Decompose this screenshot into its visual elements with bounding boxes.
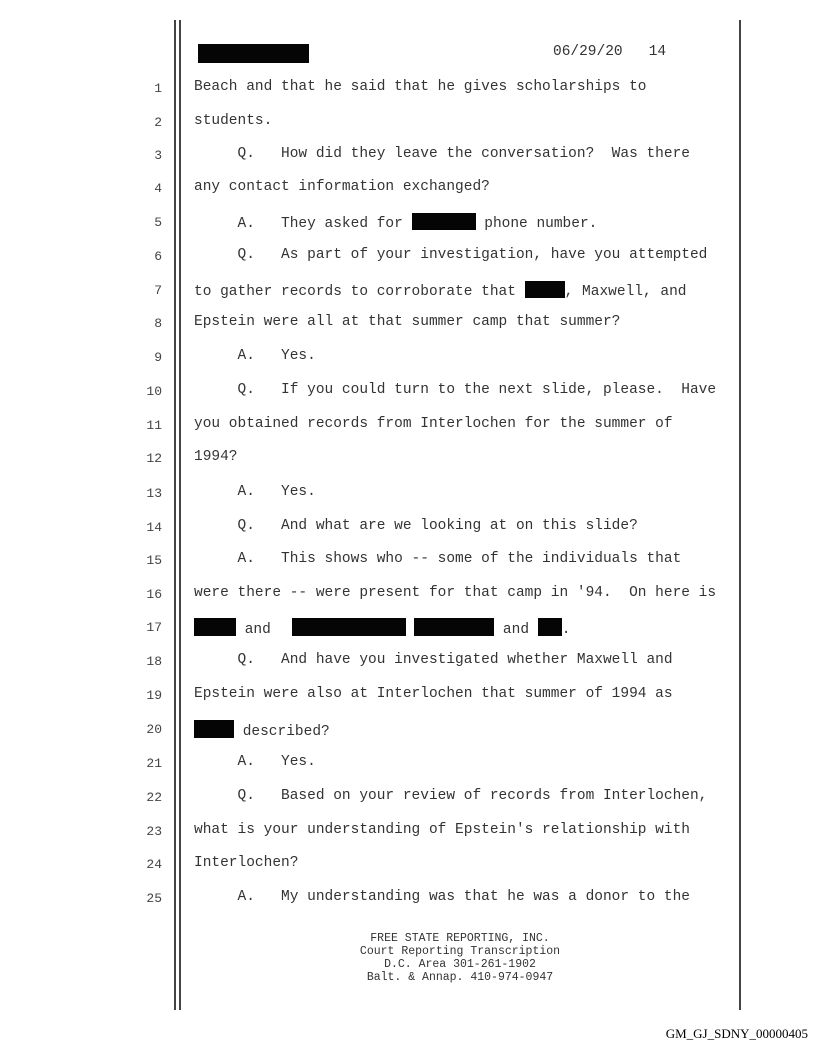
- line-number: 21: [146, 756, 162, 771]
- redaction-box: [194, 720, 234, 738]
- footer-balt-phone: Balt. & Annap. 410-974-0947: [366, 971, 554, 984]
- transcript-line: A. My understanding was that he was a donor to the: [194, 889, 690, 905]
- transcript-line: A. Yes.: [194, 484, 316, 500]
- transcript-line: any contact information exchanged?: [194, 179, 490, 195]
- transcript-line: to gather records to corroborate that , Maxwell, and: [194, 281, 686, 300]
- redaction-box: [198, 44, 309, 63]
- transcript-line: Beach and that he said that he gives scholarships to: [194, 79, 647, 95]
- line-number: 17: [146, 620, 162, 635]
- footer-company: FREE STATE REPORTING, INC.: [370, 932, 550, 945]
- transcript-line: Q. As part of your investigation, have you attempted: [194, 247, 708, 263]
- footer-service: Court Reporting Transcription: [359, 945, 561, 958]
- transcript-line: Epstein were also at Interlochen that summer of 1994 as: [194, 686, 673, 702]
- line-number: 5: [154, 215, 162, 230]
- redaction-box: [525, 281, 565, 298]
- line-number: 19: [146, 688, 162, 703]
- header-date-page: 06/29/20 14: [553, 44, 667, 60]
- line-number: 6: [154, 249, 162, 264]
- transcript-line: what is your understanding of Epstein's relationship with: [194, 822, 690, 838]
- line-number: 15: [146, 553, 162, 568]
- transcript-line: Q. And have you investigated whether Maxwell and: [194, 652, 673, 668]
- line-number: 13: [146, 486, 162, 501]
- transcript-line: Q. How did they leave the conversation? Was there: [194, 146, 690, 162]
- redaction-box: [414, 618, 494, 636]
- line-number: 25: [146, 891, 162, 906]
- line-number: 7: [154, 283, 162, 298]
- transcript-line: 1994?: [194, 449, 238, 465]
- redaction-box: [412, 213, 476, 230]
- line-number: 14: [146, 520, 162, 535]
- line-number: 16: [146, 587, 162, 602]
- transcript-line: Q. And what are we looking at on this slide?: [194, 518, 638, 534]
- line-number: 1: [154, 81, 162, 96]
- line-number: 9: [154, 350, 162, 365]
- transcript-line: Epstein were all at that summer camp that summer?: [194, 314, 621, 330]
- transcript-line: A. Yes.: [194, 754, 316, 770]
- transcript-line: you obtained records from Interlochen for the summer of: [194, 416, 673, 432]
- transcript-line: were there -- were present for that camp in '94. On here is: [194, 585, 717, 601]
- line-number: 3: [154, 148, 162, 163]
- line-number: 2: [154, 115, 162, 130]
- redaction-box: [292, 618, 406, 636]
- line-number: 20: [146, 722, 162, 737]
- line-number: 22: [146, 790, 162, 805]
- right-margin-rule: [739, 20, 741, 1010]
- redaction-box: [538, 618, 562, 636]
- bates-number: GM_GJ_SDNY_00000405: [665, 1026, 808, 1041]
- line-number: 18: [146, 654, 162, 669]
- transcript-line: A. They asked for phone number.: [194, 213, 597, 232]
- transcript-line: and and .: [194, 618, 570, 638]
- line-number: 11: [146, 418, 162, 433]
- transcript-line: Q. If you could turn to the next slide, please. Have: [194, 382, 717, 398]
- transcript-line: described?: [194, 720, 330, 740]
- transcript-line: Interlochen?: [194, 855, 299, 871]
- transcript-line: students.: [194, 113, 273, 129]
- left-margin-rule: [179, 20, 181, 1010]
- line-number: 12: [146, 451, 162, 466]
- transcript-line: Q. Based on your review of records from Interlochen,: [194, 788, 708, 804]
- line-number: 23: [146, 824, 162, 839]
- line-number: 10: [146, 384, 162, 399]
- transcript-line: A. This shows who -- some of the individuals that: [194, 551, 682, 567]
- left-margin-rule: [174, 20, 176, 1010]
- line-number: 24: [146, 857, 162, 872]
- transcript-line: A. Yes.: [194, 348, 316, 364]
- line-number: 8: [154, 316, 162, 331]
- footer-dc-phone: D.C. Area 301-261-1902: [384, 958, 536, 971]
- line-number: 4: [154, 181, 162, 196]
- redaction-box: [194, 618, 236, 636]
